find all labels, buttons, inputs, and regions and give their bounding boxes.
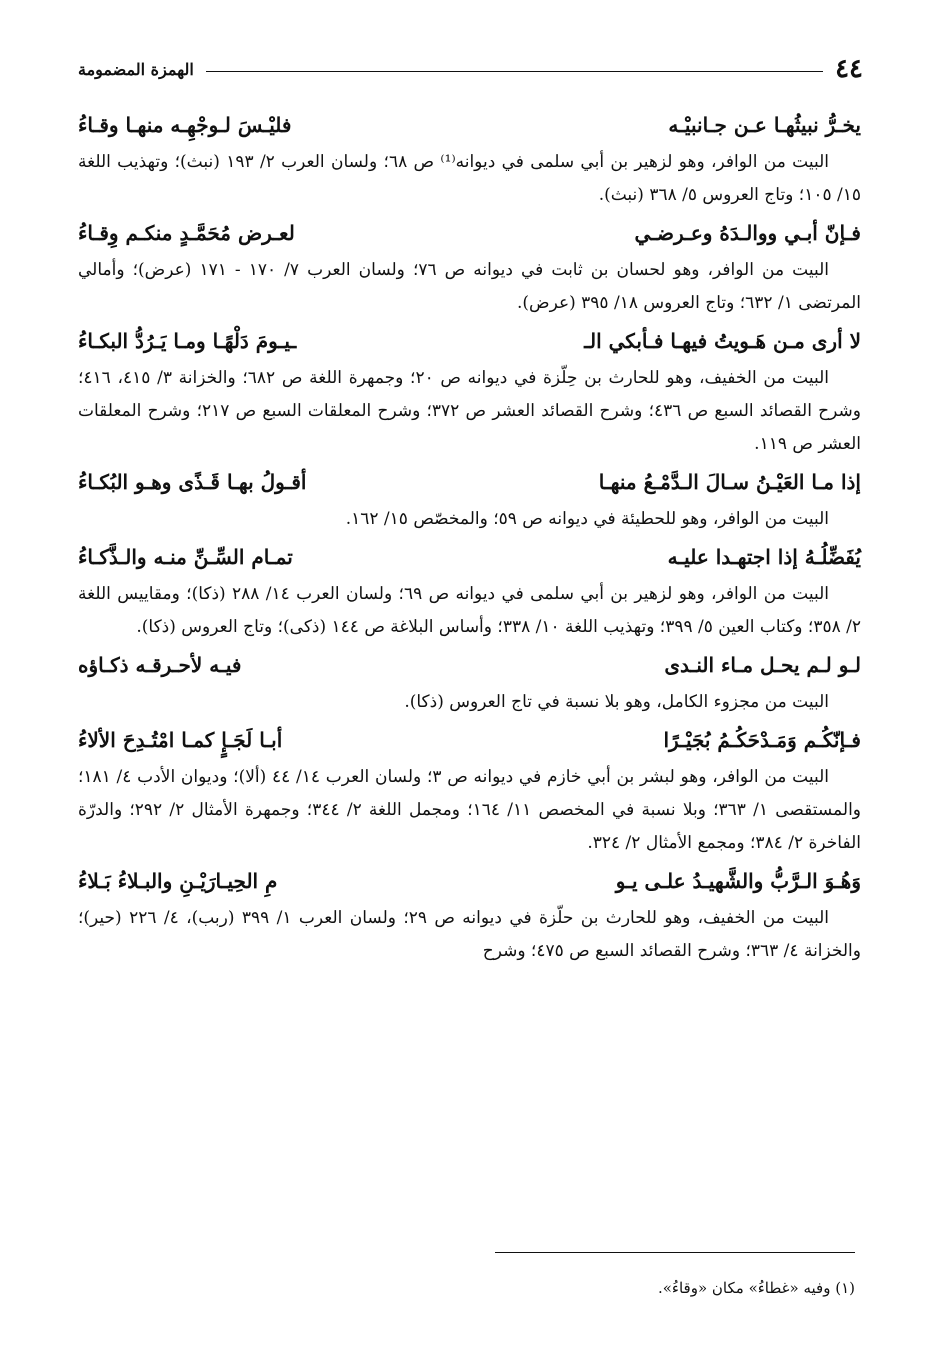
commentary-line: البيت من الخفيف، وهو للحارث بن حِلّزة في ديوانه ص ٢٠؛ وجمهرة اللغة [309, 368, 829, 388]
verse-entry [78, 108, 861, 212]
verse-first-hemistich: فـإنّكُـم وَمَـدْحَكُـمُ بُجَيْـرًا [663, 728, 861, 752]
verse-entry [78, 864, 861, 968]
verse-line [78, 324, 861, 358]
verse-first-hemistich: فـإنّ أبـي ووالـدَهُ وعـرضـي [634, 221, 861, 245]
verse-second-hemistich: فليْـسَ لـوجْهِـه منهـا وقـاءُ [78, 113, 292, 137]
footnote-separator [495, 1252, 855, 1253]
verse-line [78, 108, 861, 142]
verse-first-hemistich: لا أرى مـن هَـويتُ فيهـا فـأبكي الـ [584, 329, 861, 353]
commentary-line: الأمثال ٢/ ٣٢٤. [587, 833, 693, 853]
verse-first-hemistich: وَهُـوَ الـرَّبُّ والشَّهيـدُ علـى يـو [615, 869, 861, 893]
verse-first-hemistich: لـو لـم يحـل مـاء النـدى [664, 653, 861, 677]
running-head [78, 52, 863, 86]
page-body [78, 108, 861, 972]
verse-commentary [78, 362, 861, 461]
verse-line [78, 540, 861, 574]
commentary-line: البيت من الخفيف، وهو للحارث بن حلّزة في ديوانه ص ٢٩؛ ولسان العرب ١/ ٣٩٩ [241, 908, 830, 928]
verse-commentary [78, 254, 861, 320]
commentary-line: البيت من الوافر، وهو للحطيئة في ديوانه ص ٥٩؛ والمخصّص ١٥/ ١٦٢. [345, 509, 829, 529]
commentary-line: البيت من الوافر، وهو لحسان بن ثابت في ديوانه ص ٧٦؛ ولسان العرب ٧/ ١٧٠ - [234, 260, 829, 280]
verse-line [78, 648, 861, 682]
commentary-line: البيت من الوافر، وهو لبشر بن أبي خازم في ديوانه ص ٣؛ ولسان العرب ١٤/ ٤٤ [272, 767, 830, 787]
verse-first-hemistich: يخـرُّ نبيثُهـا عـن جـانبيْـه [668, 113, 861, 137]
verse-second-hemistich: فيـه لأحـرقـه ذكـاؤه [78, 653, 242, 677]
commentary-line: ص ٦٨٢؛ والخزانة ٣/ ٤١٥، ٤١٦؛ وشرح القصائد السبع ص ٤٣٦؛ وشرح القصائد [78, 368, 861, 421]
verse-entry [78, 465, 861, 536]
verse-entry [78, 216, 861, 320]
verse-entry [78, 540, 861, 644]
verse-entry [78, 723, 861, 860]
verse-entry [78, 648, 861, 719]
verse-second-hemistich: أقـولُ بهـا قَـذًى وهـو البُكـاءُ [78, 470, 307, 494]
commentary-line: العشر ص ٣٧٢؛ وشرح المعلقات السبع ص ٢١٧؛ وشرح المعلقات العشر ص ١١٩. [78, 401, 861, 454]
commentary-line: ١٧١ (عرض)؛ وأمالي المرتضى ١/ ٦٣٢؛ وتاج العروس ١٨/ ٣٩٥ (عرض). [78, 260, 861, 313]
footnote: (١) وفيه «غطاءُ» مكان «وقاءُ». [657, 1279, 855, 1297]
verse-commentary [78, 503, 861, 536]
verse-commentary [78, 578, 861, 644]
verse-commentary [78, 686, 861, 719]
verse-commentary [78, 761, 861, 860]
header-rule [206, 71, 823, 72]
verse-line [78, 216, 861, 250]
running-title: الهمزة المضمومة [78, 59, 194, 79]
verse-line [78, 465, 861, 499]
verse-first-hemistich: إذا مـا العَيْـنُ سـالَ الـدَّمْـعُ منهـا [598, 470, 861, 494]
commentary-line: البيت من مجزوء الكامل، وهو بلا نسبة في تاج العروس (ذكا). [404, 692, 829, 712]
verse-second-hemistich: أبـا لَجَـإٍ كمـا امْتُـدِحَ الألاءُ [78, 728, 283, 752]
verse-line [78, 864, 861, 898]
commentary-line: ومجمل اللغة ٢/ ٣٤٤؛ وجمهرة الأمثال ٢/ ٢٩٢؛ والدرّة الفاخرة ٢/ ٣٨٤؛ ومجمع [78, 800, 861, 853]
verse-commentary [78, 902, 861, 968]
verse-second-hemistich: تمـام السِّـنِّ منـه والـذَّكـاءُ [78, 545, 293, 569]
verse-line [78, 723, 861, 757]
commentary-line: ٢/ ١٩٣ (نبث)؛ وتهذيب اللغة ١٥/ ١٠٥؛ وتاج العروس ٥/ ٣٦٨ (نبث). [78, 152, 861, 205]
verse-second-hemistich: لعـرض مُحَمَّـدٍ منكـم وِقـاءُ [78, 221, 295, 245]
verse-second-hemistich: ـيـومَ دَلْهًـا ومـا يَـرُدُّ البكـاءُ [78, 329, 297, 353]
verse-first-hemistich: يُفَضِّلُـهُ إذا اجتهـدا عليـه [667, 545, 861, 569]
verse-commentary [78, 146, 861, 212]
page-number: ٤٤ [835, 54, 863, 84]
commentary-line: (ربب)، ٤/ ٢٢٦ (حير)؛ والخزانة ٤/ ٣٦٣؛ وشرح القصائد السبع ص ٤٧٥؛ وشرح [78, 908, 861, 961]
commentary-line: ١٠/ ٣٣٨؛ وأساس البلاغة ص ١٤٤ (ذكى)؛ وتاج العروس (ذكا). [136, 617, 560, 637]
commentary-line: البيت من الوافر، وهو لزهير بن أبي سلمى في ديوانه⁽¹⁾ ص ٦٨؛ ولسان العرب [281, 152, 830, 172]
commentary-line: البيت من الوافر، وهو لزهير بن أبي سلمى في ديوانه ص ٦٩؛ ولسان العرب [296, 584, 830, 604]
verse-second-hemistich: مِ الحِيـارَيْـنِ والبـلاءُ بَـلاءُ [78, 869, 278, 893]
verse-entry [78, 324, 861, 461]
commentary-line: ١٤/ ٢٨٨ (ذكا)؛ ومقاييس اللغة ٢/ ٣٥٨؛ وكتاب العين ٥/ ٣٩٩؛ وتهذيب اللغة [78, 584, 861, 637]
commentary-line: (ألا)؛ وديوان الأدب ٤/ ١٨١؛ والمستقصى ١/ ٣٦٣؛ وبلا نسبة في المخصص ١١/ ١٦٤؛ [78, 767, 861, 820]
